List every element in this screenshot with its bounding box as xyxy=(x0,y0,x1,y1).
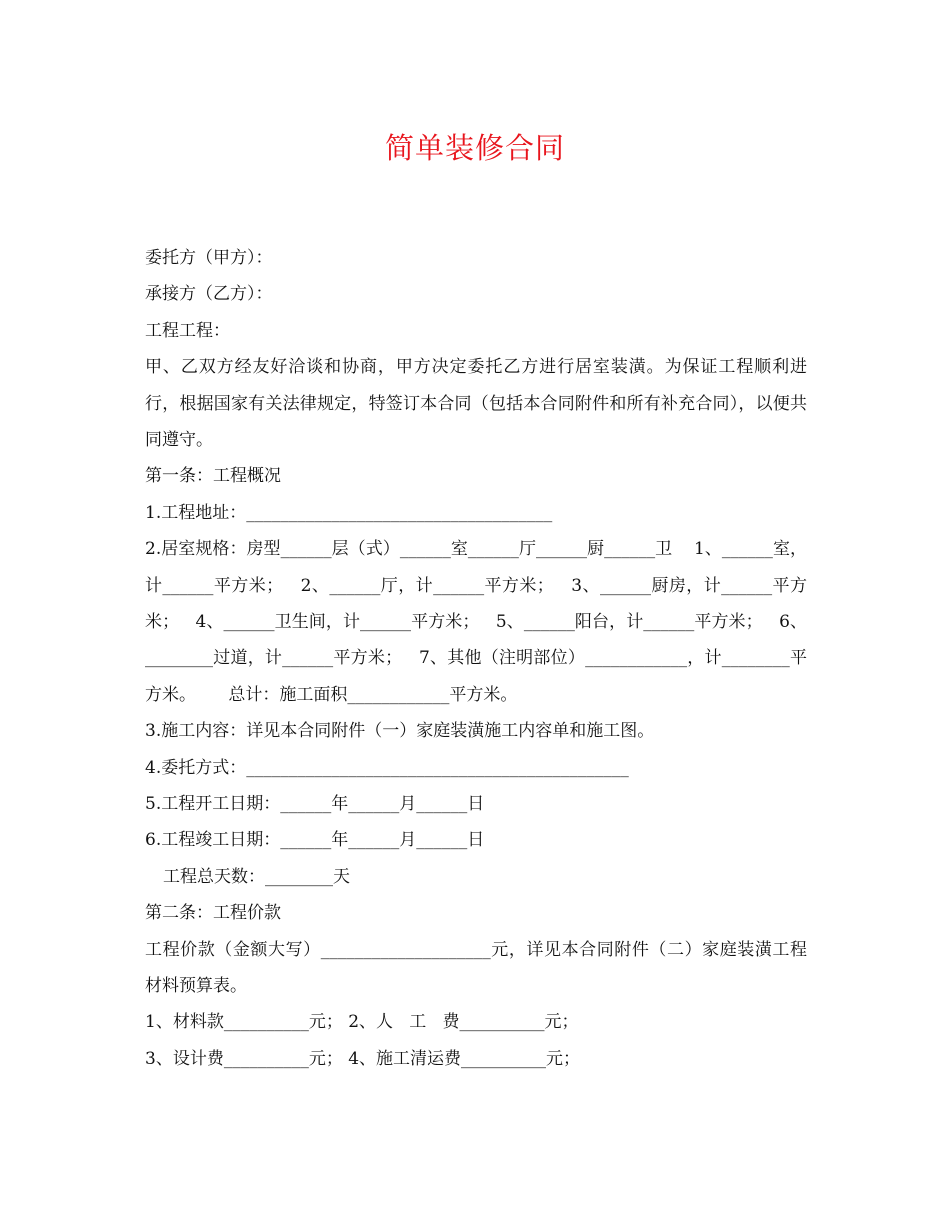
end-date-line: 6.工程竣工日期：______年______月______日 xyxy=(145,830,485,851)
article1-heading: 第一条：工程概况 xyxy=(145,466,281,487)
construction-content-line: 3.施工内容：详见本合同附件（一）家庭装潢施工内容单和施工图。 xyxy=(145,721,655,742)
commission-method-line: 4.委托方式：_____________________________________________ xyxy=(145,757,629,778)
preamble-paragraph: 甲、乙双方经友好洽谈和协商，甲方决定委托乙方进行居室装潢。为保证工程顺利进行，根据国家有关法律规定，特签订本合同（包括本合同附件和所有补充合同），以便共同遵守。 xyxy=(145,357,807,450)
contractor-party-line: 承接方（乙方）： xyxy=(145,284,273,305)
document-body xyxy=(145,240,807,1077)
project-price-paragraph: 工程价款（金额大写）____________________元，详见本合同附件（二）家庭装潢工程材料预算表。 xyxy=(145,939,807,996)
project-line: 工程工程： xyxy=(145,320,230,341)
cost-items-line-1: 1、材料款__________元； 2、人 工 费__________元； xyxy=(145,1012,579,1033)
document-title: 简单装修合同 xyxy=(384,131,565,165)
client-party-line: 委托方（甲方）： xyxy=(145,248,273,268)
article2-heading: 第二条：工程价款 xyxy=(145,903,281,924)
start-date-line: 5.工程开工日期：______年______月______日 xyxy=(145,793,485,814)
total-days-line: 工程总天数：________天 xyxy=(163,866,350,887)
project-address-line: 1.工程地址：____________________________________ xyxy=(145,502,553,523)
room-specification-paragraph: 2.居室规格：房型______层（式）______室______厅______厨______卫 1、______室，计______平方米； 2、______厅，计______平方米； 3、______厨房，计______平方米； 4、______卫生间，计______平方米； 5、______阳台，计______平方米； 6、________过道，计______平方米； 7、其他（注明部位）____________，计________平方米。 总计：施工面积____________平方米。 xyxy=(145,539,807,705)
cost-items-line-2: 3、设计费__________元； 4、施工清运费__________元； xyxy=(145,1048,581,1069)
